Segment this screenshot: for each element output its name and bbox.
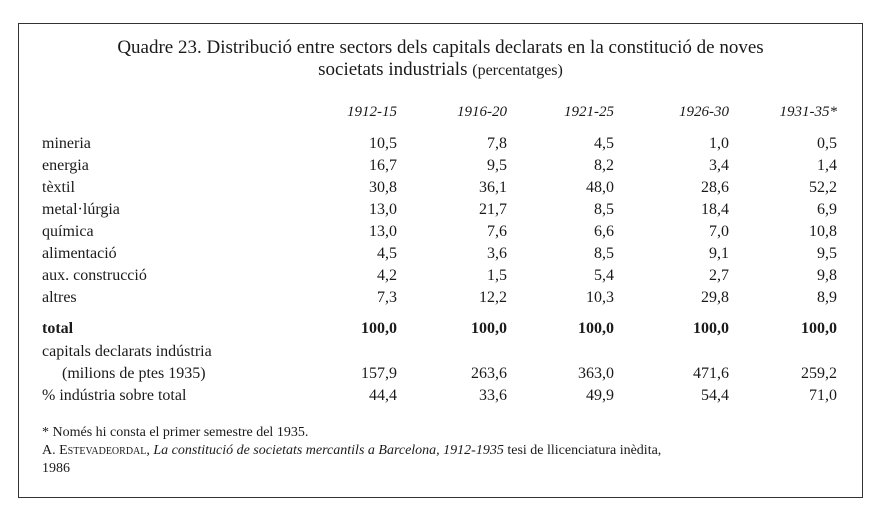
- title-line-1: Quadre 23. Distribució entre sectors dels capitals declarats en la constitució de noves: [117, 37, 764, 58]
- table-cell: 13,0: [369, 201, 397, 218]
- table-cell: 13,0: [369, 223, 397, 240]
- table-cell: 263,6: [471, 365, 507, 382]
- table-cell: 7,8: [487, 135, 507, 152]
- capitals-row-sublabel: (milions de ptes 1935): [62, 365, 206, 382]
- column-header: 1916-20: [457, 104, 507, 120]
- table-row-label: mineria: [42, 135, 91, 152]
- table-cell: 7,6: [487, 223, 507, 240]
- table-frame: [18, 23, 863, 498]
- table-cell: 10,8: [809, 223, 837, 240]
- table-cell: 12,2: [479, 289, 507, 306]
- table-cell: 4,5: [377, 245, 397, 262]
- table-cell: 6,6: [594, 223, 614, 240]
- title-subject: societats industrials: [318, 59, 468, 80]
- column-header: 1912-15: [347, 104, 397, 120]
- table-cell: 10,5: [369, 135, 397, 152]
- table-cell: 3,6: [487, 245, 507, 262]
- table-cell: 8,5: [594, 201, 614, 218]
- table-cell: 49,9: [586, 387, 614, 404]
- table-row-label: aux. construcció: [42, 267, 147, 284]
- table-cell: 8,9: [817, 289, 837, 306]
- table-cell: 100,0: [801, 320, 837, 337]
- table-cell: 28,6: [701, 179, 729, 196]
- capitals-row-label: capitals declarats indústria: [42, 343, 212, 360]
- table-cell: 471,6: [693, 365, 729, 382]
- table-row-label: energia: [42, 157, 89, 174]
- column-header: 1926-30: [679, 104, 729, 120]
- table-cell: 44,4: [369, 387, 397, 404]
- source-year: 1986: [42, 461, 70, 476]
- table-cell: 9,8: [817, 267, 837, 284]
- column-header: 1921-25: [564, 104, 614, 120]
- table-cell: 2,7: [709, 267, 729, 284]
- table-cell: 259,2: [801, 365, 837, 382]
- table-cell: 21,7: [479, 201, 507, 218]
- source-work: La constitució de societats mercantils a Barcelona, 1912-1935: [153, 443, 504, 458]
- column-header: 1931-35*: [779, 104, 837, 120]
- table-cell: 7,0: [709, 223, 729, 240]
- table-cell: 4,2: [377, 267, 397, 284]
- table-cell: 157,9: [361, 365, 397, 382]
- table-cell: 18,4: [701, 201, 729, 218]
- table-cell: 9,5: [487, 157, 507, 174]
- table-cell: 9,5: [817, 245, 837, 262]
- table-cell: 363,0: [578, 365, 614, 382]
- table-row-label: tèxtil: [42, 179, 75, 196]
- table-cell: 1,5: [487, 267, 507, 284]
- footnote-asterisk: * Només hi consta el primer semestre del 1935.: [42, 425, 309, 440]
- table-row-label: química: [42, 223, 94, 240]
- table-cell: 4,5: [594, 135, 614, 152]
- table-cell: 1,4: [817, 157, 837, 174]
- table-cell: 36,1: [479, 179, 507, 196]
- table-title: [19, 37, 862, 82]
- table-row-label: alimentació: [42, 245, 117, 262]
- table-row-label: metal·lúrgia: [42, 201, 120, 218]
- table-cell: 100,0: [578, 320, 614, 337]
- table-cell: 3,4: [709, 157, 729, 174]
- table-cell: 8,5: [594, 245, 614, 262]
- footnotes: [42, 424, 661, 478]
- pct-row-label: % indústria sobre total: [42, 387, 187, 404]
- table-cell: 52,2: [809, 179, 837, 196]
- table-cell: 9,1: [709, 245, 729, 262]
- source-author: A. Estevadeordal: [42, 443, 147, 458]
- table-cell: 100,0: [361, 320, 397, 337]
- table-cell: 48,0: [586, 179, 614, 196]
- title-line-2: [19, 59, 862, 82]
- table-cell: 1,0: [709, 135, 729, 152]
- table-cell: 16,7: [369, 157, 397, 174]
- table-cell: 33,6: [479, 387, 507, 404]
- title-unit: (percentatges): [472, 62, 563, 79]
- table-cell: 29,8: [701, 289, 729, 306]
- total-row-label: total: [42, 320, 74, 337]
- source-desc: tesi de llicenciatura inèdita,: [503, 443, 662, 458]
- table-cell: 54,4: [701, 387, 729, 404]
- table-cell: 100,0: [693, 320, 729, 337]
- table-cell: 5,4: [594, 267, 614, 284]
- table-cell: 10,3: [586, 289, 614, 306]
- table-cell: 7,3: [377, 289, 397, 306]
- table-cell: 30,8: [369, 179, 397, 196]
- table-row-label: altres: [42, 289, 77, 306]
- table-cell: 6,9: [817, 201, 837, 218]
- table-cell: 100,0: [471, 320, 507, 337]
- table-cell: 8,2: [594, 157, 614, 174]
- table-cell: 0,5: [817, 135, 837, 152]
- source-note: A. Estevadeordal, La constitució de societats mercantils a Barcelona, 1912-1935 tesi de llicenciatura inèdita,: [42, 443, 662, 458]
- table-cell: 71,0: [809, 387, 837, 404]
